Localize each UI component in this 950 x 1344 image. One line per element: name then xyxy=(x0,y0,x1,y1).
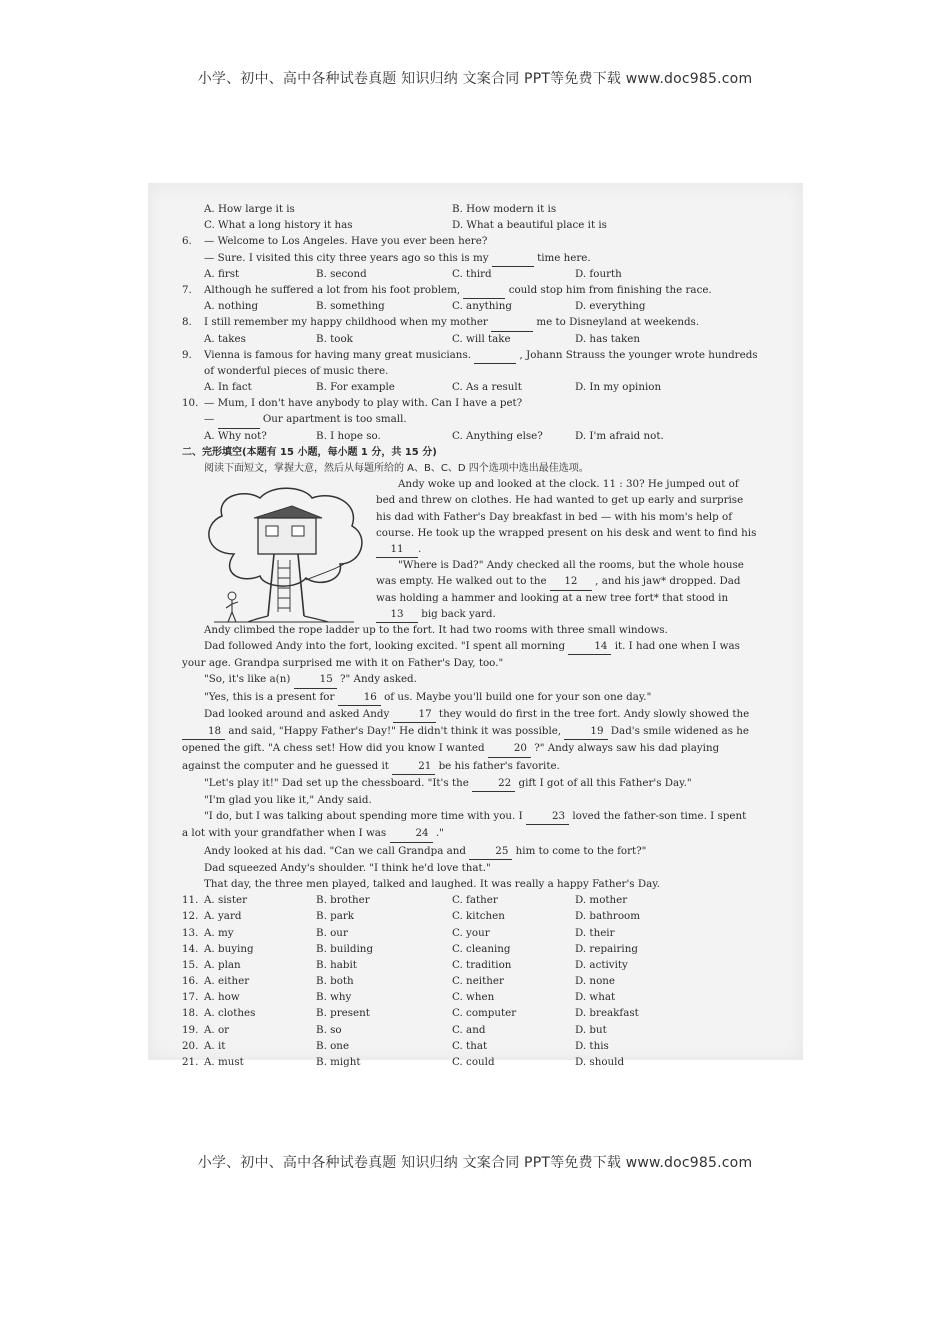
option-row xyxy=(182,892,752,908)
story-line: 13 big back yard. xyxy=(376,606,752,622)
option: C. when xyxy=(452,991,495,1004)
option-row xyxy=(182,957,752,973)
question-text: Although he suffered a lot from his foot problem, could stop him from finishing the race. xyxy=(182,282,752,299)
option: C. third xyxy=(452,267,492,280)
tree-fort-illustration xyxy=(194,484,372,624)
option: C. kitchen xyxy=(452,910,505,923)
question-number: 15. xyxy=(182,958,199,971)
option: A. how xyxy=(204,991,240,1004)
option-row xyxy=(182,379,752,395)
cloze-blank: 12 xyxy=(550,573,592,590)
option: C. and xyxy=(452,1023,486,1036)
cloze-blank: 11 xyxy=(376,541,418,558)
question-text: Vienna is famous for having many great musicians. , Johann Strauss the younger wrote hundreds xyxy=(182,347,752,364)
option-row xyxy=(182,428,752,444)
story-line: "Where is Dad?" Andy checked all the rooms, but the whole house xyxy=(398,559,744,572)
question-number: 8. xyxy=(182,316,192,329)
option: B. brother xyxy=(316,894,370,907)
option-row xyxy=(182,1054,752,1070)
story-line: course. He took up the wrapped present on his desk and went to find his xyxy=(376,526,757,539)
option: C. Anything else? xyxy=(452,429,543,442)
option: B. I hope so. xyxy=(316,429,381,442)
story-line: his dad with Father's Day breakfast in bed — with his mom's help of xyxy=(376,510,733,523)
option: B. second xyxy=(316,267,367,280)
story-paragraph: "I'm glad you like it," Andy said. xyxy=(204,793,372,806)
question-number: 16. xyxy=(182,975,199,988)
option: C. that xyxy=(452,1039,488,1052)
option: B. so xyxy=(316,1023,342,1036)
option: D. In my opinion xyxy=(575,381,662,394)
question-line xyxy=(182,282,752,298)
question-number: 6. xyxy=(182,235,192,248)
q5-options-row1 xyxy=(182,201,752,217)
story-body xyxy=(182,622,752,892)
answer-blank xyxy=(218,411,260,428)
option: A. yard xyxy=(204,910,242,923)
option: C. could xyxy=(452,1056,495,1068)
option: D. breakfast xyxy=(575,1007,639,1020)
option-row xyxy=(182,1038,752,1054)
question-number: 13. xyxy=(182,926,199,939)
q5-options-row2 xyxy=(182,217,752,233)
question-line xyxy=(182,347,758,363)
footer-banner: 小学、初中、高中各种试卷真题 知识归纳 文案合同 PPT等免费下载 www.doc985.com xyxy=(197,1155,753,1171)
option: B. something xyxy=(316,300,385,313)
option: A. must xyxy=(204,1056,244,1068)
option: C. anything xyxy=(452,300,512,313)
option: D. but xyxy=(575,1023,607,1036)
option: A. sister xyxy=(204,894,247,907)
story-paragraph: That day, the three men played, talked and laughed. It was really a happy Father's Day. xyxy=(204,877,660,890)
option: C. father xyxy=(452,894,498,907)
question-number: 11. xyxy=(182,894,199,907)
option: A. first xyxy=(204,267,240,280)
question-number: 17. xyxy=(182,991,199,1004)
option: A. or xyxy=(204,1023,230,1036)
option: A. it xyxy=(204,1039,226,1052)
answer-blank xyxy=(463,282,505,299)
option: A. nothing xyxy=(204,300,259,313)
option: C. What a long history it has xyxy=(204,219,353,232)
question-number: 7. xyxy=(182,283,192,296)
cloze-blank: 22 xyxy=(472,775,515,792)
option: D. what xyxy=(575,991,616,1004)
option: C. tradition xyxy=(452,958,512,971)
option: D. fourth xyxy=(575,267,622,280)
cloze-blank: 13 xyxy=(376,606,418,623)
question-text: — Welcome to Los Angeles. Have you ever been here? xyxy=(204,235,488,248)
option: A. buying xyxy=(204,942,254,955)
question-line xyxy=(182,233,752,249)
option: B. building xyxy=(316,942,374,955)
question-line xyxy=(182,411,752,427)
story-paragraph: Dad squeezed Andy's shoulder. "I think he'd love that." xyxy=(204,861,491,874)
option: B. took xyxy=(316,332,353,345)
question-number: 10. xyxy=(182,397,199,410)
cloze-blank: 14 xyxy=(568,638,611,655)
option: A. How large it is xyxy=(204,203,295,215)
story-line: 11 . xyxy=(376,541,752,557)
option-row xyxy=(182,989,752,1005)
option: D. has taken xyxy=(575,332,641,345)
question-text: — Our apartment is too small. xyxy=(182,411,752,428)
option: A. either xyxy=(204,975,250,988)
option: D. should xyxy=(575,1056,625,1068)
option: B. one xyxy=(316,1039,350,1052)
story-line: was holding a hammer and looking at a new tree fort* that stood in xyxy=(376,591,729,604)
section2-title: 二、完形填空(本题有 15 小题，每小题 1 分，共 15 分) xyxy=(182,446,437,458)
option: C. computer xyxy=(452,1007,517,1020)
story-line: Andy woke up and looked at the clock. 11 : 30? He jumped out of xyxy=(398,478,739,491)
option: B. present xyxy=(316,1007,370,1020)
option: B. both xyxy=(316,975,354,988)
exam-content xyxy=(182,201,758,1070)
story-paragraph: Andy climbed the rope ladder up to the fort. It had two rooms with three small windows. xyxy=(204,623,668,636)
question-text: — Mum, I don't have anybody to play with. Can I have a pet? xyxy=(204,397,523,410)
cloze-blank: 25 xyxy=(469,843,512,860)
option: A. clothes xyxy=(204,1007,256,1020)
option: A. my xyxy=(204,926,234,939)
question-number: 9. xyxy=(182,348,192,361)
option: D. none xyxy=(575,975,615,988)
option: D. mother xyxy=(575,894,628,907)
question-text: I still remember my happy childhood when my mother me to Disneyland at weekends. xyxy=(182,314,752,331)
option-row xyxy=(182,266,752,282)
option: A. In fact xyxy=(204,381,252,394)
option-row xyxy=(182,331,752,347)
option: C. As a result xyxy=(452,381,522,394)
answer-blank xyxy=(492,250,534,267)
question-text: of wonderful pieces of music there. xyxy=(204,364,389,377)
option: C. your xyxy=(452,926,490,939)
question-line xyxy=(182,363,752,379)
cloze-blank: 21 xyxy=(392,758,435,775)
option: D. everything xyxy=(575,300,646,313)
option: B. why xyxy=(316,991,352,1004)
question-line xyxy=(182,314,752,330)
option-row xyxy=(182,298,752,314)
cloze-blank: 15 xyxy=(294,671,337,688)
option-row xyxy=(182,973,752,989)
story-right-column xyxy=(376,476,757,622)
story-paragraph: "So, it's like a(n) 15 ?" Andy asked. xyxy=(182,671,752,688)
option: C. neither xyxy=(452,975,504,988)
option-row xyxy=(182,1022,752,1038)
question-line xyxy=(182,250,752,266)
option: A. plan xyxy=(204,958,241,971)
header-banner: 小学、初中、高中各种试卷真题 知识归纳 文案合同 PPT等免费下载 www.doc985.com xyxy=(197,71,753,87)
cloze-blank: 19 xyxy=(564,723,607,740)
option: A. Why not? xyxy=(204,429,267,442)
option: D. this xyxy=(575,1039,609,1052)
option: C. will take xyxy=(452,332,511,345)
question-number: 18. xyxy=(182,1007,199,1020)
option-row xyxy=(182,925,752,941)
story-line: was empty. He walked out to the 12 , and his jaw* dropped. Dad xyxy=(376,573,752,589)
option: D. What a beautiful place it is xyxy=(452,219,607,232)
option: B. How modern it is xyxy=(452,203,557,215)
option: D. bathroom xyxy=(575,910,641,923)
cloze-blank: 18 xyxy=(182,723,225,740)
cloze-blank: 16 xyxy=(338,689,381,706)
question-number: 20. xyxy=(182,1039,199,1052)
story-paragraph: Dad followed Andy into the fort, looking excited. "I spent all morning 14 it. I had one when I was your age. Grandpa surprised me with it on Father's Day, too." xyxy=(182,640,740,670)
section2-instruction: 阅读下面短文，掌握大意，然后从每题所给的 A、B、C、D 四个选项中选出最佳选项。 xyxy=(204,463,589,474)
story-paragraph: "I do, but I was talking about spending more time with you. I 23 loved the father-son time. I spent a lot with your grandfather when I was 24 ." xyxy=(182,808,752,842)
option-row xyxy=(182,1005,752,1021)
question-list xyxy=(182,233,758,443)
option: D. activity xyxy=(575,958,628,971)
option: B. might xyxy=(316,1056,361,1068)
cloze-blank: 23 xyxy=(526,808,569,825)
cloze-blank: 24 xyxy=(390,825,433,842)
option: B. habit xyxy=(316,958,357,971)
question-line xyxy=(182,395,752,411)
option-row xyxy=(182,908,752,924)
question-number: 14. xyxy=(182,942,199,955)
story-top xyxy=(182,476,757,622)
option: C. cleaning xyxy=(452,942,511,955)
option: D. their xyxy=(575,926,615,939)
answer-options xyxy=(182,892,752,1070)
answer-blank xyxy=(491,314,533,331)
option: B. our xyxy=(316,926,348,939)
story-paragraph: Dad looked around and asked Andy 17 they would do first in the tree fort. Andy slowly showed the 18 and said, "Happy Father's Day!" He didn't think it was possible, 19 Dad's smile widened as he opened the gift. "A chess set! How did you know I wanted 20 ?" Andy always saw his dad playing against the computer and he guessed it 21 be his father's favorite. xyxy=(182,706,752,775)
story-paragraph: "Yes, this is a present for 16 of us. Maybe you'll build one for your son one day." xyxy=(182,689,752,706)
story-paragraph: "Let's play it!" Dad set up the chessboard. "It's the 22 gift I got of all this Father's Day." xyxy=(182,775,752,792)
option: B. park xyxy=(316,910,355,923)
option: B. For example xyxy=(316,381,395,394)
question-text: — Sure. I visited this city three years ago so this is my time here. xyxy=(182,250,752,267)
option: A. takes xyxy=(204,332,246,345)
question-number: 21. xyxy=(182,1056,199,1068)
option-row xyxy=(182,941,752,957)
option: D. repairing xyxy=(575,942,638,955)
story-paragraph: Andy looked at his dad. "Can we call Grandpa and 25 him to come to the fort?" xyxy=(182,843,752,860)
story-line: bed and threw on clothes. He had wanted to get up early and surprise xyxy=(376,494,744,507)
question-number: 19. xyxy=(182,1023,199,1036)
option: D. I'm afraid not. xyxy=(575,429,664,442)
answer-blank xyxy=(474,347,516,364)
cloze-blank: 17 xyxy=(393,706,436,723)
cloze-blank: 20 xyxy=(488,740,531,757)
question-number: 12. xyxy=(182,910,199,923)
